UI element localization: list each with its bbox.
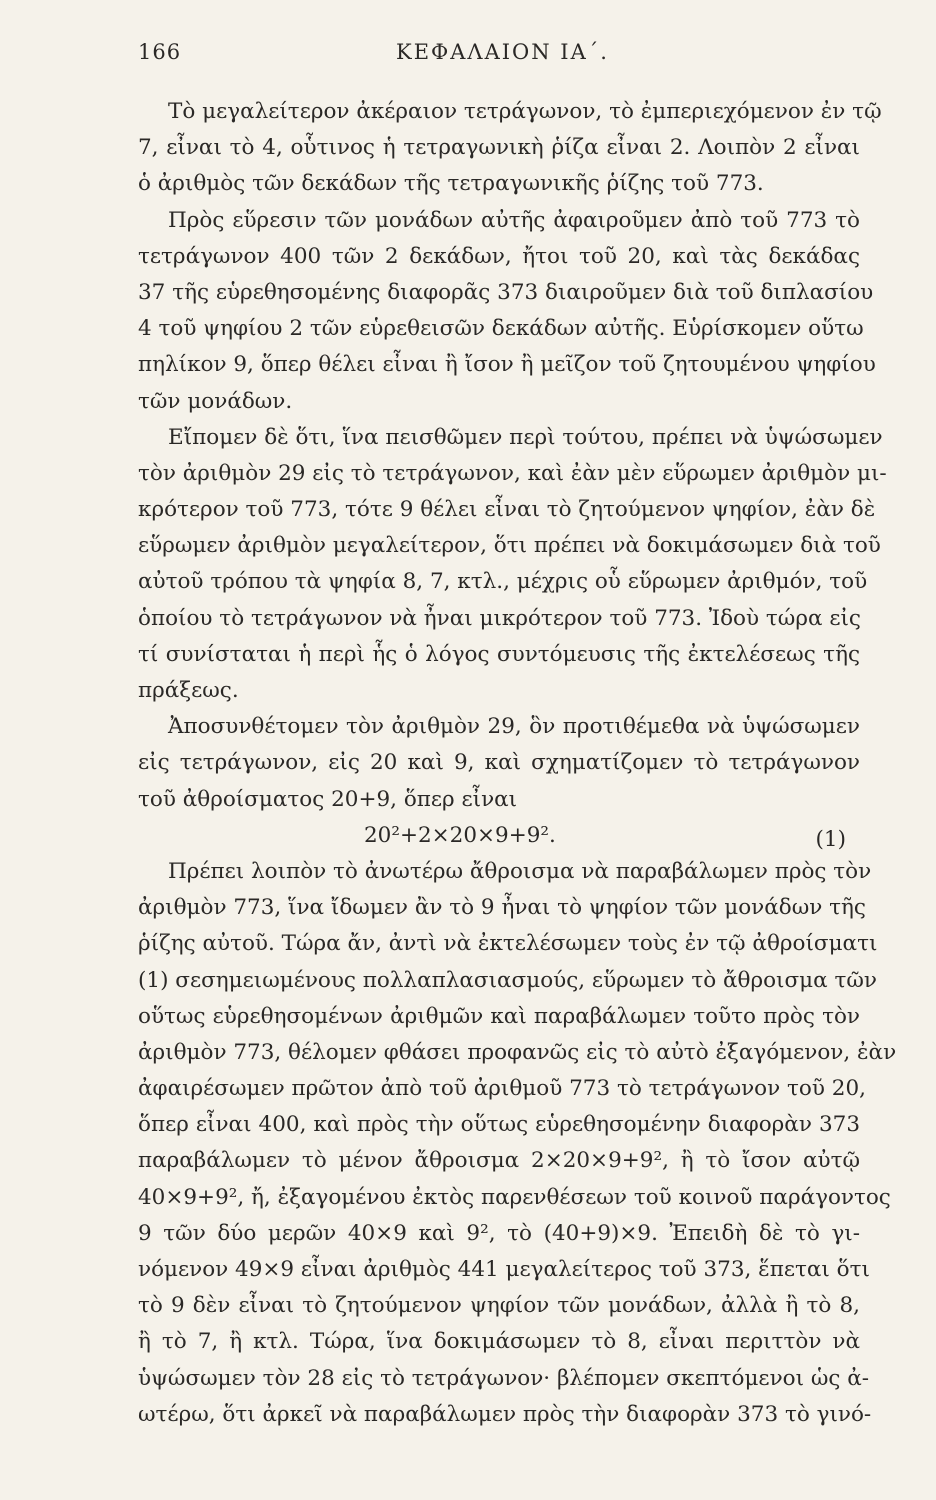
formula-expression: 20²+2×20×9+9². — [364, 822, 556, 848]
text-line: Τὸ μεγαλείτερον ἀκέραιον τετράγωνον, τὸ ἐμπεριεχόμενον ἐν τῷ — [168, 99, 882, 124]
text-line: αὐτοῦ τρόπου τὰ ψηφία 8, 7, κτλ., μέχρις οὗ εὕρωμεν ἀριθμόν, τοῦ — [138, 569, 868, 595]
text-line: τοῦ ἀθροίσματος 20+9, ὅπερ εἶναι — [138, 786, 518, 812]
text-line: 37 τῆς εὑρεθησομένης διαφορᾶς 373 διαιροῦμεν διὰ τοῦ διπλασίου — [138, 279, 874, 305]
text-line: Ἀποσυνθέτομεν τὸν ἀριθμὸν 29, ὃν προτιθέμεθα νὰ ὑψώσωμεν — [168, 714, 860, 740]
text-line: 4 τοῦ ψηφίου 2 τῶν εὑρεθεισῶν δεκάδων αὐτῆς. Εὑρίσκομεν οὕτω — [138, 316, 864, 342]
text-line: Πρὸς εὕρεσιν τῶν μονάδων αὐτῆς ἀφαιροῦμεν ἀπὸ τοῦ 773 τὸ — [168, 207, 860, 233]
text-line: 40×9+9², ἤ, ἐξαγομένου ἐκτὸς παρενθέσεων τοῦ κοινοῦ παράγοντος — [138, 1184, 891, 1210]
text-line: οὕτως εὑρεθησομένων ἀριθμῶν καὶ παραβάλωμεν τοῦτο πρὸς τὸν — [138, 1003, 860, 1029]
text-line: ὑψώσωμεν τὸν 28 εἰς τὸ τετράγωνον· βλέπομεν σκεπτόμενοι ὡς ἀ- — [138, 1365, 870, 1391]
text-line: ὁποίου τὸ τετράγωνον νὰ ἦναι μικρότερον τοῦ 773. Ἰδοὺ τώρα εἰς — [138, 605, 861, 631]
text-line: Εἴπομεν δὲ ὅτι, ἵνα πεισθῶμεν περὶ τούτου, πρέπει νὰ ὑψώσωμεν — [168, 424, 883, 450]
text-line: ἀριθμὸν 773, θέλομεν φθάσει προφανῶς εἰς τὸ αὐτὸ ἐξαγόμενον, ἐὰν — [138, 1039, 897, 1065]
text-line: τετράγωνον 400 τῶν 2 δεκάδων, ἤτοι τοῦ 20, καὶ τὰς δεκάδας — [138, 243, 860, 269]
formula-line — [138, 818, 860, 854]
text-line: κρότερον τοῦ 773, τότε 9 θέλει εἶναι τὸ ζητούμενον ψηφίον, ἐὰν δὲ — [138, 497, 876, 523]
text-line: νόμενον 49×9 εἶναι ἀριθμὸς 441 μεγαλείτερος τοῦ 373, ἕπεται ὅτι — [138, 1257, 870, 1282]
text-line: τὸ 9 δὲν εἶναι τὸ ζητούμενον ψηφίον τῶν μονάδων, ἀλλὰ ἢ τὸ 8, — [138, 1293, 860, 1319]
chapter-title: ΚΕΦΑΛΑΙΟΝ ΙΑ΄. — [396, 40, 609, 64]
text-line: εὕρωμεν ἀριθμὸν μεγαλείτερον, ὅτι πρέπει νὰ δοκιμάσωμεν διὰ τοῦ — [138, 533, 881, 559]
text-line: εἰς τετράγωνον, εἰς 20 καὶ 9, καὶ σχηματίζομεν τὸ τετράγωνον — [138, 750, 860, 776]
page-number: 166 — [138, 40, 182, 64]
text-line: Πρέπει λοιπὸν τὸ ἀνωτέρω ἄθροισμα νὰ παραβάλωμεν πρὸς τὸν — [168, 858, 872, 884]
text-line: παραβάλωμεν τὸ μένον ἄθροισμα 2×20×9+9², ἢ τὸ ἴσον αὐτῷ — [138, 1148, 860, 1174]
text-line: 7, εἶναι τὸ 4, οὗτινος ἡ τετραγωνικὴ ῥίζα εἶναι 2. Λοιπὸν 2 εἶναι — [138, 135, 860, 161]
text-line: πράξεως. — [138, 678, 239, 703]
text-line: ὅπερ εἶναι 400, καὶ πρὸς τὴν οὕτως εὑρεθησομένην διαφορὰν 373 — [138, 1112, 860, 1138]
text-line: τί συνίσταται ἡ περὶ ἧς ὁ λόγος συντόμευσις τῆς ἐκτελέσεως τῆς — [138, 641, 860, 667]
running-head — [138, 40, 858, 72]
text-line: 9 τῶν δύο μερῶν 40×9 καὶ 9², τὸ (40+9)×9. Ἐπειδὴ δὲ τὸ γι- — [138, 1220, 860, 1246]
text-line: ὁ ἀριθμὸς τῶν δεκάδων τῆς τετραγωνικῆς ῥίζης τοῦ 773. — [138, 171, 764, 197]
text-line: ῥίζης αὐτοῦ. Τώρα ἄν, ἀντὶ νὰ ἐκτελέσωμεν τοὺς ἐν τῷ ἀθροίσματι — [138, 931, 878, 957]
text-line: ἀριθμὸν 773, ἵνα ἴδωμεν ἂν τὸ 9 ἦναι τὸ ψηφίον τῶν μονάδων τῆς — [138, 895, 866, 921]
text-line: πηλίκον 9, ὅπερ θέλει εἶναι ἢ ἴσον ἢ μεῖζον τοῦ ζητουμένου ψηφίου — [138, 352, 876, 378]
text-line: ωτέρω, ὅτι ἀρκεῖ νὰ παραβάλωμεν πρὸς τὴν διαφορὰν 373 τὸ γινό- — [138, 1401, 872, 1427]
formula-number: (1) — [815, 826, 846, 852]
page-body — [138, 94, 897, 1433]
text-line: ἀφαιρέσωμεν πρῶτον ἀπὸ τοῦ ἀριθμοῦ 773 τὸ τετράγωνον τοῦ 20, — [138, 1076, 866, 1102]
text-line: τῶν μονάδων. — [138, 388, 293, 414]
text-line: τὸν ἀριθμὸν 29 εἰς τὸ τετράγωνον, καὶ ἐὰν μὲν εὕρωμεν ἀριθμὸν μι- — [138, 460, 887, 486]
text-line: (1) σεσημειωμένους πολλαπλασιασμούς, εὕρωμεν τὸ ἄθροισμα τῶν — [138, 967, 877, 993]
text-line: ἢ τὸ 7, ἢ κτλ. Τώρα, ἵνα δοκιμάσωμεν τὸ 8, εἶναι περιττὸν νὰ — [138, 1329, 860, 1355]
